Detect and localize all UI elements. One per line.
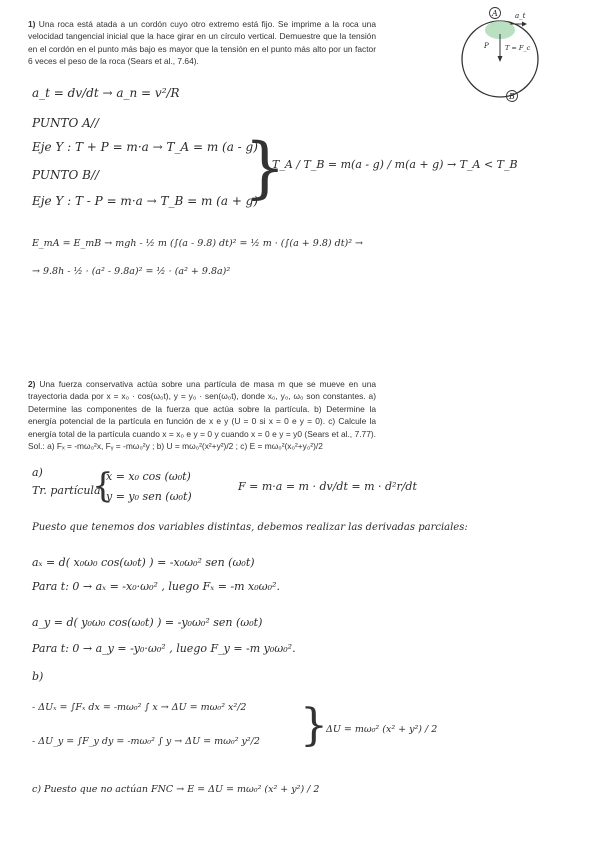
p2-dux: - ΔUₓ = ∫Fₓ dx = -mω₀² ∫ x → ΔU = mω₀² x²/2 [32, 702, 247, 713]
p1-brace: } [244, 129, 286, 206]
problem1-number: 1) [28, 19, 36, 29]
p2-note: Puesto que tenemos dos variables distintas, debemos realizar las derivadas parciales: [32, 522, 468, 533]
p1-line-energy: E_mA = E_mB → mgh - ½ m (∫(a - 9.8) dt)² = ½ m · (∫(a + 9.8) dt)² → [32, 238, 364, 249]
label-a: A [492, 9, 498, 18]
p1-line-energy-result: → 9.8h - ½ · (a² - 9.8a)² = ½ · (a² + 9.8a)² [32, 266, 231, 277]
p2-traj-x: x = x₀ cos (ω₀t) [106, 470, 191, 483]
p2-ay: a_y = d( y₀ω₀ cos(ω₀t) ) = -y₀ω₀² sen (ω₀t) [32, 616, 263, 629]
p1-line-eje-a: Eje Y : T + P = m·a → T_A = m (a - g) [32, 140, 258, 154]
label-t: T = F_c [505, 44, 531, 52]
p2-duy: - ΔU_y = ∫F_y dy = -mω₀² ∫ y → ΔU = mω₀² y²/2 [32, 736, 260, 747]
p2-b-label: b) [32, 670, 44, 683]
p1-line-ratio: T_A / T_B = m(a - g) / m(a + g) → T_A < T_B [272, 158, 518, 171]
p2-ay-t0: Para t: 0 → a_y = -y₀·ω₀² , luego F_y = -m y₀ω₀². [32, 642, 296, 655]
p1-line-punto-b: PUNTO B// [32, 168, 100, 182]
p2-newton: F = m·a = m · dv/dt = m · d²r/dt [238, 480, 417, 493]
p2-du-total: ΔU = mω₀² (x² + y²) / 2 [326, 724, 438, 735]
label-at: a_t [515, 12, 526, 20]
problem2-number: 2) [28, 379, 36, 389]
p2-traj-brace: { [92, 466, 114, 506]
p1-line-at: a_t = dv/dt → a_n = v²/R [32, 86, 180, 100]
label-p: P [484, 42, 489, 50]
problem1-text: Una roca está atada a un cordón cuyo otro extremo está fijo. Se imprime a la roca una velocidad tangencial inicial que la hace girar en un círculo vertical. Demuestre que la tensión en el cordón en el punto más bajo es mayor que la tensión en el punto más alto por un factor 6 veces el peso de la roca (Sears et al., 7.64). [28, 19, 376, 67]
problem2-statement [28, 378, 376, 452]
label-b: B [509, 92, 515, 101]
p2-traj-label: Tr. partícula [32, 484, 101, 497]
p2-a-label: a) [32, 466, 43, 479]
p2-ax-t0: Para t: 0 → aₓ = -x₀·ω₀² , luego Fₓ = -m x₀ω₀². [32, 580, 280, 593]
weight-arrowhead [498, 56, 503, 62]
p1-line-eje-b: Eje Y : T - P = m·a → T_B = m (a + g) [32, 194, 259, 208]
p2-b-brace: } [300, 700, 328, 751]
p1-line-punto-a: PUNTO A// [32, 116, 99, 130]
p2-traj-y: y = y₀ sen (ω₀t) [106, 490, 192, 503]
p2-c-line: c) Puesto que no actúan FNC → E = ΔU = mω₀² (x² + y²) / 2 [32, 784, 320, 795]
problem2-text: Una fuerza conservativa actúa sobre una partícula de masa m que se mueve en una trayectoria dada por x = x₀ · cos(ω₀t), y = y₀ · sen(ω₀t), donde x₀, y₀, ω₀ son constantes. a) Determine las componentes de la fuerza que actúa sobre la partícula. b) Determine la energía potencial de la partícula en función de x e y (U = 0 si x = 0 e y = 0). c) Calcule la energía total de la partícula cuando x = x₀ e y = 0 y cuando x = 0 e y = y0 (Sears et al., 7.77). Sol.: a) Fₓ = -mω₀²x, Fᵧ = -mω₀²y ; b) U = mω₀²(x²+y²)/2 ; c) E = mω₀²(x₀²+y₀²)/2 [28, 379, 377, 452]
p2-ax: aₓ = d( x₀ω₀ cos(ω₀t) ) = -x₀ω₀² sen (ω₀t) [32, 556, 255, 569]
tangential-arrowhead [522, 22, 527, 27]
